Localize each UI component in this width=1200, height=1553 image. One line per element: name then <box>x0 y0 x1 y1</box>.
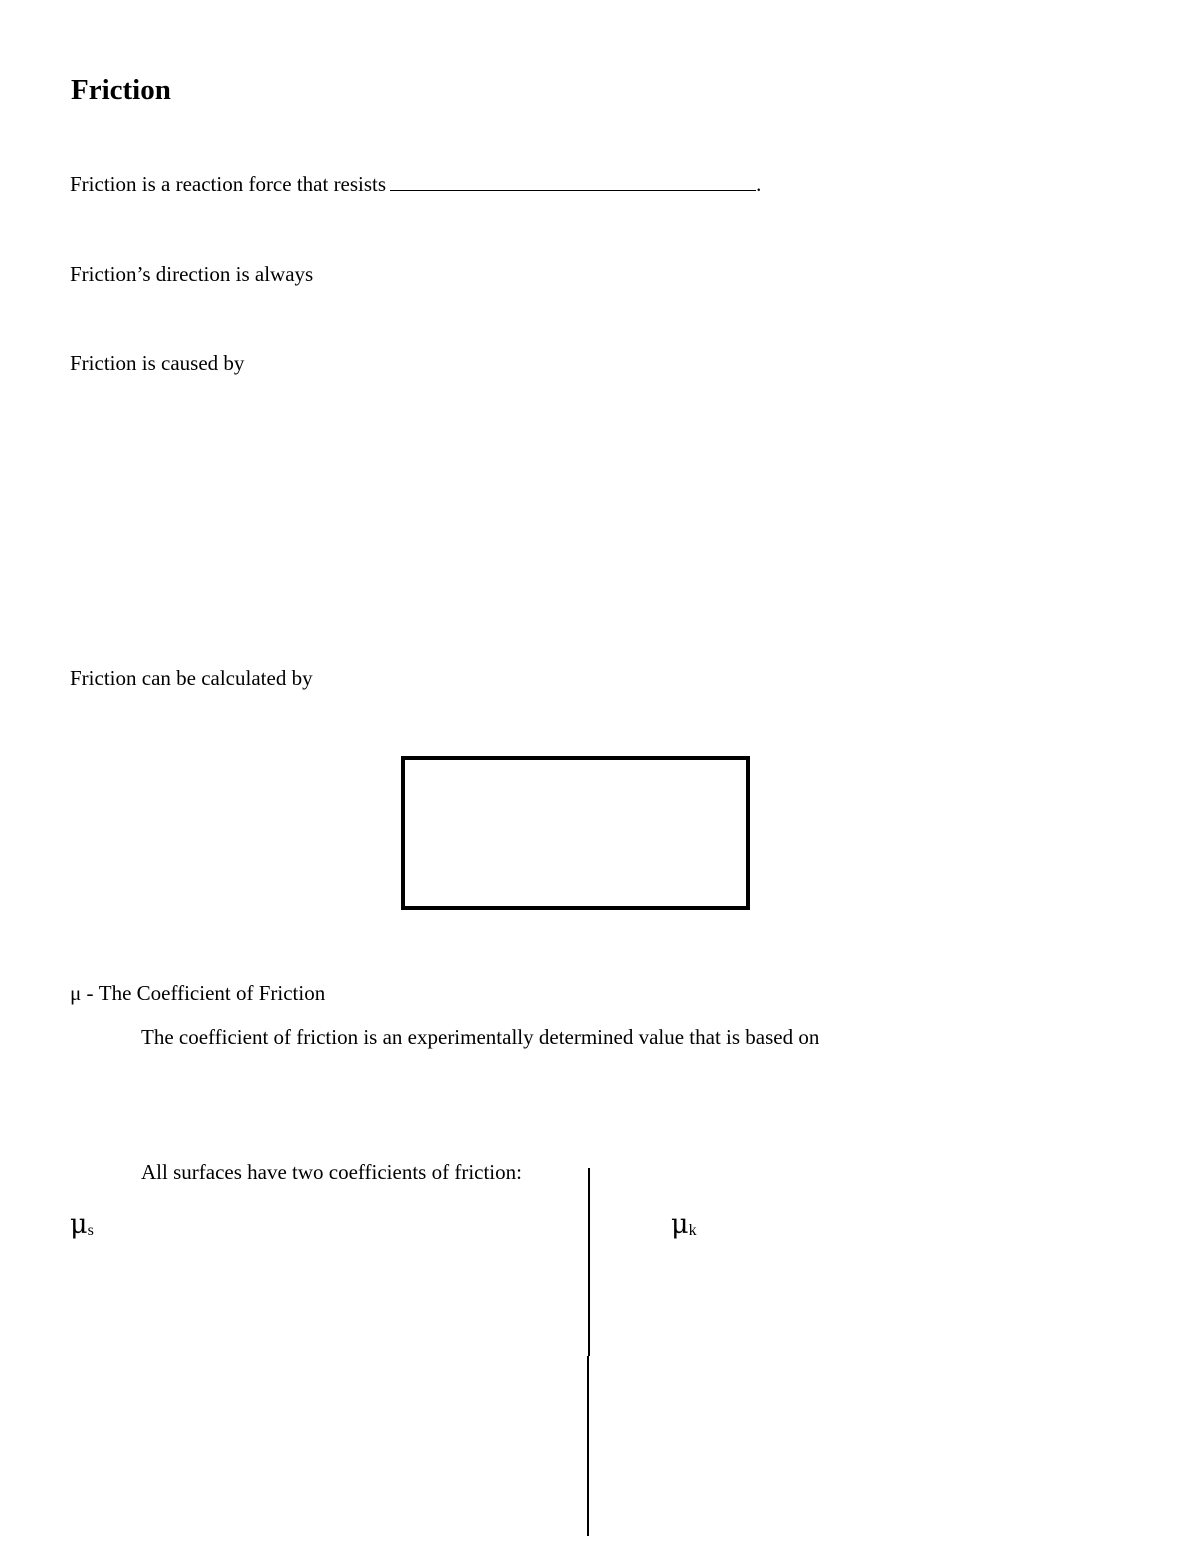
question-resists-text: Friction is a reaction force that resists <box>70 172 387 196</box>
static-coefficient-label <box>70 1208 94 1248</box>
page-title: Friction <box>71 74 171 106</box>
column-divider-top <box>588 1168 590 1356</box>
coefficient-description: The coefficient of friction is an experimentally determined value that is based on <box>141 1025 820 1049</box>
question-resists-period: . <box>756 172 762 196</box>
static-mu-symbol: μ <box>70 1209 88 1240</box>
kinetic-mu-symbol: μ <box>671 1209 689 1240</box>
question-direction: Friction’s direction is always <box>70 262 314 286</box>
two-coefficients-text: All surfaces have two coefficients of friction: <box>141 1160 522 1184</box>
coefficient-heading: μ - The Coefficient of Friction <box>70 981 326 1005</box>
kinetic-subscript: k <box>688 1222 697 1239</box>
question-cause: Friction is caused by <box>70 351 245 375</box>
formula-box <box>401 756 750 910</box>
question-calculation: Friction can be calculated by <box>70 666 313 690</box>
kinetic-coefficient-label <box>671 1208 697 1248</box>
static-subscript: s <box>87 1222 94 1239</box>
question-resists <box>70 170 761 198</box>
column-divider-bottom <box>587 1356 589 1536</box>
answer-blank <box>390 172 756 191</box>
